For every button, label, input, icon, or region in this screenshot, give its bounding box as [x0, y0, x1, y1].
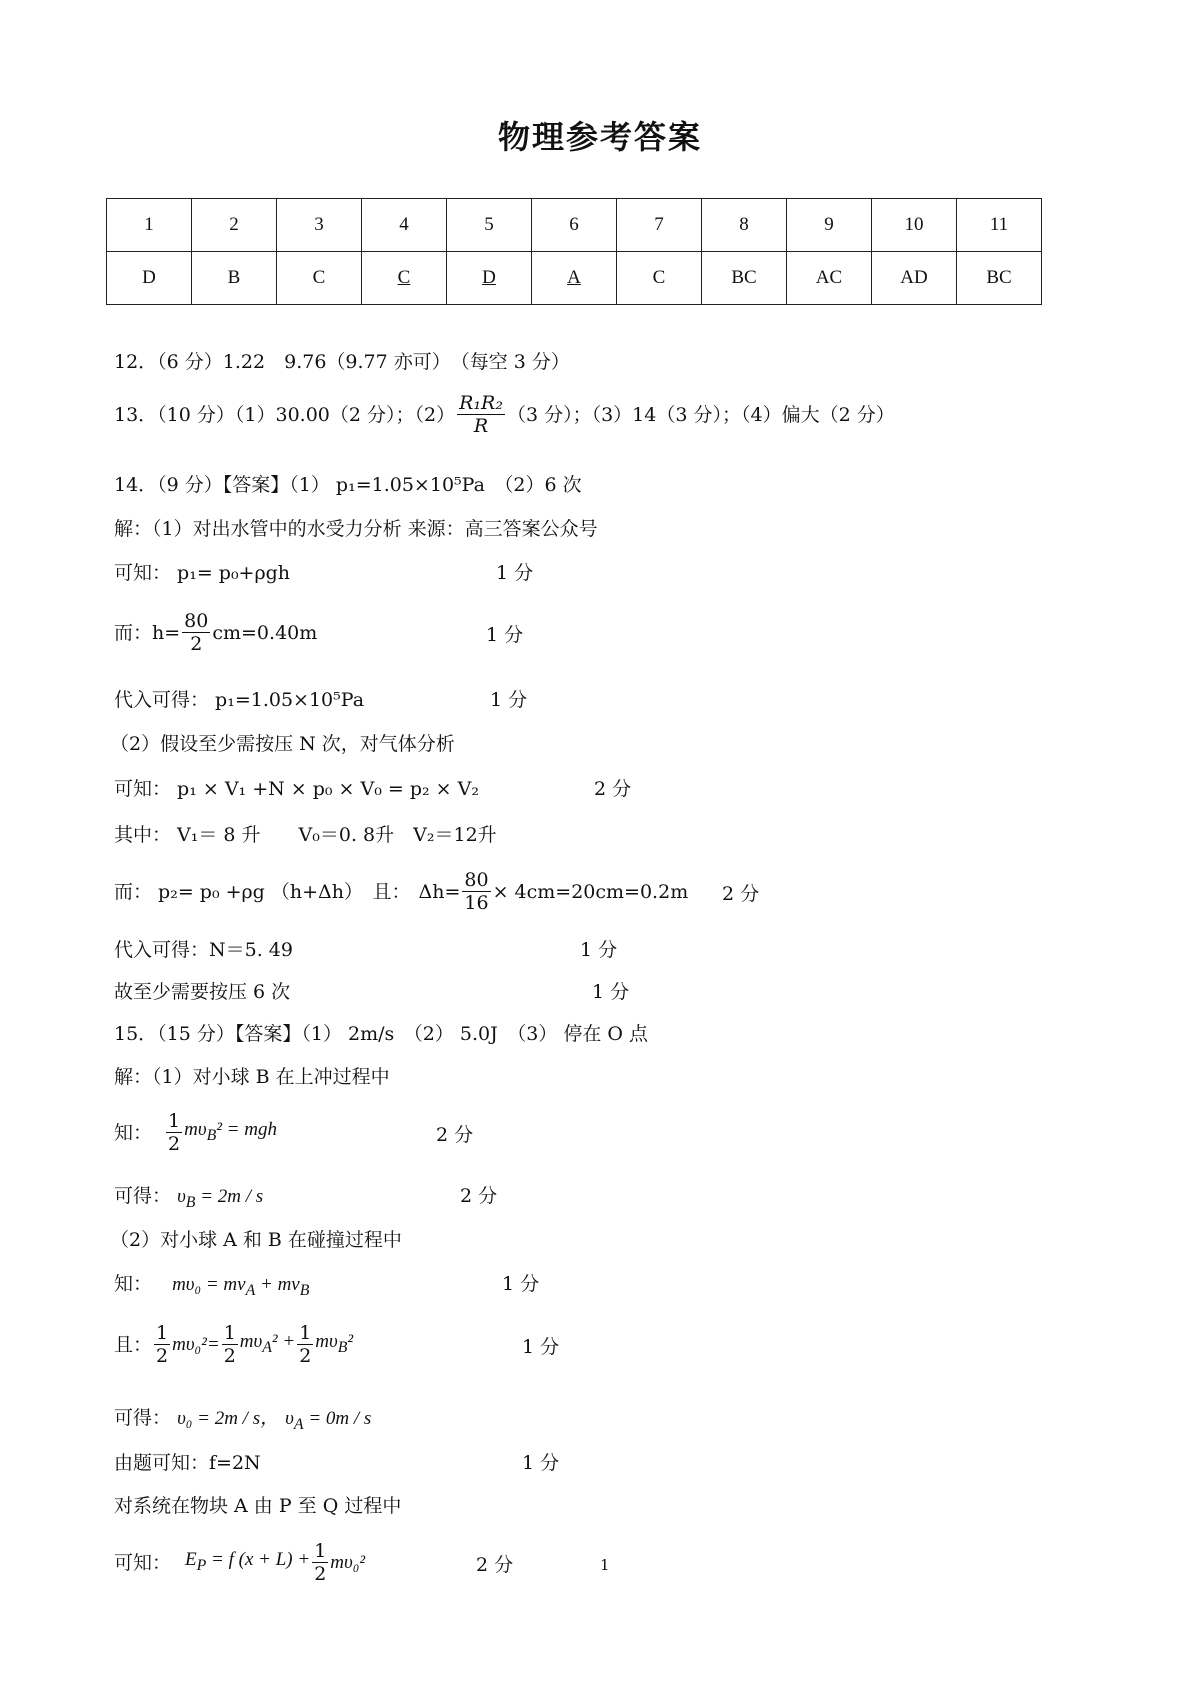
q15-line: 解：（1）对小球 B 在上冲过程中 — [114, 1066, 390, 1088]
formula: $m\upsilon_B^2$ = mgh — [184, 1118, 277, 1144]
q15-text: 知： — [114, 1273, 153, 1295]
q14-text: 而：h= — [114, 621, 181, 644]
question-number: 2 — [192, 199, 277, 252]
fraction: $\frac{1}{2}$ — [223, 1322, 236, 1367]
q15-line — [114, 1184, 263, 1215]
answer-table-answer-row — [107, 252, 1042, 305]
answer-cell: C — [617, 252, 702, 305]
formula: mυ₀² — [330, 1551, 366, 1573]
answer-cell: BC — [957, 252, 1042, 305]
formula: $m\upsilon_0 = mv_A + mv_B$ — [172, 1274, 310, 1299]
q14-score: 1 分 — [592, 981, 630, 1003]
q13-part-a: 13．（10 分）（1）30.00（2 分）；（2） — [114, 403, 456, 426]
fraction: $\frac{1}{2}$ — [156, 1322, 169, 1367]
q14-text: cm=0.40m — [212, 621, 318, 644]
q14-text: × 4cm=20cm=0.2m — [492, 880, 689, 903]
q14-line: 解：（1）对出水管中的水受力分析 来源：高三答案公众号 — [114, 518, 598, 540]
q14-line: 可知： p₁= p₀+ρgh — [114, 562, 291, 584]
answer-cell: BC — [702, 252, 787, 305]
numerator: 1 — [168, 1110, 181, 1132]
q15-line — [114, 1272, 309, 1303]
q15-header: 15．（15 分）【答案】（1） 2m/s （2） 5.0J （3） 停在 O 点 — [114, 1023, 649, 1045]
q13-part-b: （3 分）；（3）14（3 分）；（4）偏大（2 分） — [506, 403, 895, 426]
q14-line: 故至少需要按压 6 次 — [114, 981, 291, 1003]
q15-line: 对系统在物块 A 由 P 至 Q 过程中 — [114, 1495, 402, 1517]
q15-line — [114, 1110, 277, 1155]
answer-cell — [362, 252, 447, 305]
page-title: 物理参考答案 — [497, 118, 702, 156]
answer-cell — [532, 252, 617, 305]
answer-cell: D — [107, 252, 192, 305]
question-number: 6 — [532, 199, 617, 252]
q15-text: 可知： — [114, 1551, 172, 1574]
answer-text: A — [567, 267, 581, 288]
question-number: 10 — [872, 199, 957, 252]
q14-line: 代入可得：N＝5. 49 — [114, 939, 293, 961]
formula: $m\upsilon_A^2$ + — [239, 1330, 296, 1356]
fraction: $\frac{1}{2}$ — [299, 1322, 312, 1367]
question-number: 5 — [447, 199, 532, 252]
answer-cell: C — [277, 252, 362, 305]
q14-line — [114, 610, 317, 655]
answer-text: C — [397, 267, 411, 288]
q15-text: 可得： — [114, 1185, 172, 1207]
q15-text: 可得： — [114, 1407, 172, 1429]
answer-table-number-row — [107, 199, 1042, 252]
fraction — [462, 869, 490, 914]
q15-line: 由题可知：f=2N — [114, 1452, 261, 1474]
q14-text: Δh= — [418, 880, 461, 903]
q14-line: 其中： V₁＝ 8 升 V₀＝0. 8升 V₂＝12升 — [114, 824, 497, 846]
denominator: 2 — [168, 1133, 181, 1155]
q14-header: 14．（9 分）【答案】（1） p₁=1.05×10⁵Pa （2）6 次 — [114, 474, 582, 496]
q14-score: 1 分 — [580, 939, 618, 961]
q14-score: 1 分 — [490, 689, 528, 711]
q14-line: 代入可得： p₁=1.05×10⁵Pa — [114, 689, 365, 711]
q14-line — [114, 869, 688, 914]
answer-table — [106, 198, 1042, 305]
question-number: 7 — [617, 199, 702, 252]
formula: = — [206, 1333, 220, 1355]
numerator: 80 — [464, 869, 489, 891]
formula: υ₀ = 2m / s， — [177, 1408, 280, 1429]
formula: $\upsilon_A = 0m / s$ — [285, 1408, 372, 1433]
q13-fraction — [457, 392, 505, 437]
fraction — [182, 610, 210, 655]
q15-score: 2 分 — [476, 1554, 514, 1576]
formula: $\upsilon_B = 2m / s$ — [177, 1186, 264, 1211]
q15-score: 2 分 — [436, 1124, 474, 1146]
q15-line: （2）对小球 A 和 B 在碰撞过程中 — [110, 1229, 402, 1251]
question-number: 4 — [362, 199, 447, 252]
q15-score: 1 分 — [522, 1452, 560, 1474]
q14-score: 2 分 — [722, 883, 760, 905]
denominator: 2 — [190, 633, 203, 655]
q15-line — [114, 1322, 353, 1367]
q15-score: 2 分 — [460, 1185, 498, 1207]
question-number: 11 — [957, 199, 1042, 252]
question-number: 3 — [277, 199, 362, 252]
q15-line — [114, 1540, 365, 1585]
q15-text: 知： — [114, 1121, 153, 1144]
q14-score: 2 分 — [594, 778, 632, 800]
q14-line: （2）假设至少需按压 N 次，对气体分析 — [110, 733, 455, 755]
answer-cell: B — [192, 252, 277, 305]
q14-score: 1 分 — [486, 624, 524, 646]
q13-numerator: R₁R₂ — [459, 392, 503, 414]
q13-denominator: R — [473, 415, 489, 437]
q15-score: 1 分 — [502, 1273, 540, 1295]
page-number: 1 — [600, 1556, 610, 1574]
question-number: 1 — [107, 199, 192, 252]
q15-text: 且： — [114, 1333, 153, 1356]
numerator: 80 — [184, 610, 209, 632]
q12-answer: 12．（6 分）1.22 9.76（9.77 亦可） （每空 3 分） — [114, 351, 570, 373]
question-number: 9 — [787, 199, 872, 252]
q13-answer — [114, 392, 895, 437]
answer-text: D — [482, 267, 496, 288]
q14-line: 可知： p₁ × V₁ +N × p₀ × V₀ = p₂ × V₂ — [114, 778, 479, 800]
fraction: $\frac{1}{2}$ — [314, 1540, 327, 1585]
answer-cell: AC — [787, 252, 872, 305]
formula: $m\upsilon_B^2$ — [315, 1330, 354, 1356]
formula: mυ₀² — [172, 1333, 207, 1355]
formula: $E_P = f$ (x + L) + — [185, 1548, 311, 1574]
q15-score: 1 分 — [522, 1336, 560, 1358]
fraction — [166, 1110, 182, 1155]
answer-cell: AD — [872, 252, 957, 305]
q14-text: 而： p₂= p₀ +ρg （h+Δh） 且： — [114, 880, 411, 903]
q14-score: 1 分 — [496, 562, 534, 584]
q15-line — [114, 1406, 371, 1437]
denominator: 16 — [464, 892, 489, 914]
answer-cell — [447, 252, 532, 305]
question-number: 8 — [702, 199, 787, 252]
